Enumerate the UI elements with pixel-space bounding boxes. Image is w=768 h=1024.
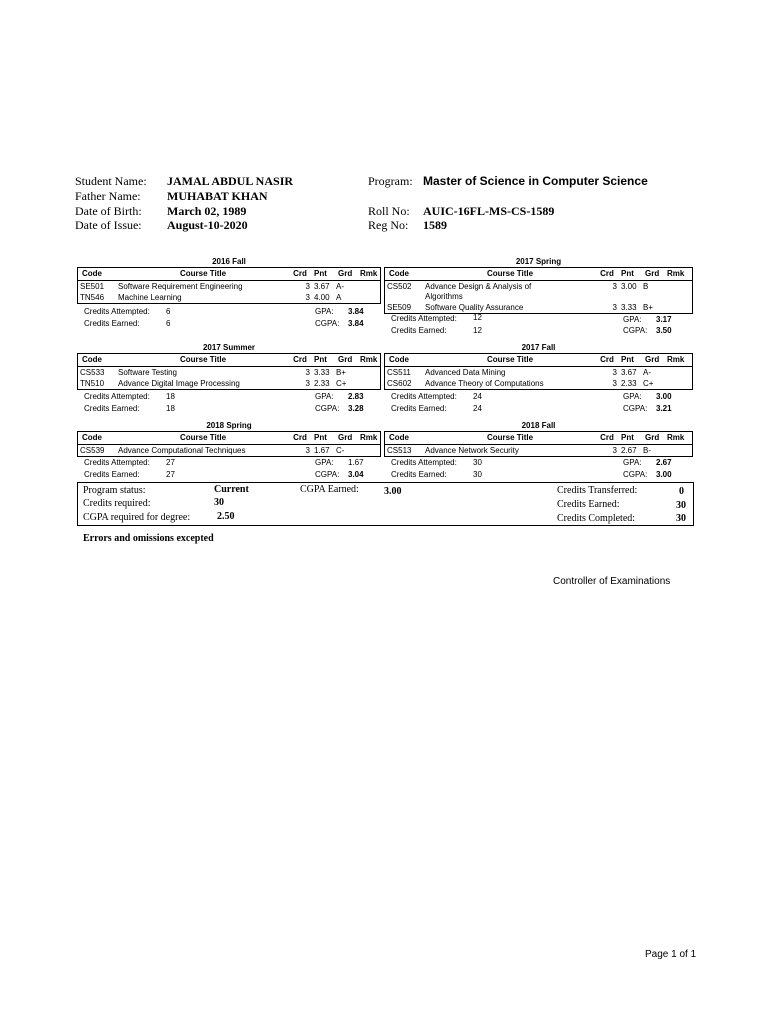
course-title: Advance Computational Techniques bbox=[118, 446, 246, 455]
course-credits: 3 bbox=[305, 293, 310, 302]
semester-summary bbox=[384, 392, 693, 416]
table-row bbox=[78, 367, 380, 378]
program-status-value: Current bbox=[214, 484, 249, 495]
col-code: Code bbox=[82, 355, 102, 364]
col-grd: Grd bbox=[645, 355, 660, 364]
cgpa-label: CGPA: bbox=[315, 470, 340, 479]
col-pnt: Pnt bbox=[621, 433, 634, 442]
course-code: TN546 bbox=[80, 293, 105, 302]
cgpa-label: CGPA: bbox=[623, 326, 648, 335]
course-table bbox=[77, 431, 381, 457]
col-title: Course Title bbox=[179, 269, 227, 278]
gpa-label: GPA: bbox=[623, 315, 642, 324]
semester-2016-fall bbox=[77, 257, 381, 332]
attempted-label: Credits Attempted: bbox=[391, 314, 457, 323]
semester-summary bbox=[77, 307, 381, 331]
semester-2017-summer bbox=[77, 343, 381, 418]
semester-title: 2017 Fall bbox=[521, 343, 556, 352]
earned-label: Credits Earned: bbox=[84, 470, 140, 479]
credits-earned: 18 bbox=[166, 404, 175, 413]
col-rmk: Rmk bbox=[360, 433, 378, 442]
col-crd: Crd bbox=[293, 433, 307, 442]
credits-earned: 27 bbox=[166, 470, 175, 479]
semester-summary bbox=[384, 314, 693, 338]
credits-required-value: 30 bbox=[214, 497, 224, 508]
col-rmk: Rmk bbox=[360, 355, 378, 364]
student-name-label: Student Name: bbox=[75, 174, 147, 188]
cgpa-earned-value: 3.00 bbox=[384, 486, 402, 497]
semester-title: 2018 Spring bbox=[206, 421, 252, 430]
gpa-label: GPA: bbox=[315, 458, 334, 467]
course-points: 3.67 bbox=[621, 368, 637, 377]
gpa-value: 3.00 bbox=[656, 392, 672, 401]
table-row bbox=[78, 292, 380, 303]
col-grd: Grd bbox=[645, 269, 660, 278]
credits-completed-value: 30 bbox=[676, 513, 686, 524]
course-title: Advance Network Security bbox=[425, 446, 519, 455]
course-credits: 3 bbox=[305, 379, 310, 388]
course-title: Software Quality Assurance bbox=[425, 303, 524, 312]
course-title: Advanced Data Mining bbox=[425, 368, 506, 377]
cgpa-value: 3.00 bbox=[656, 470, 672, 479]
credits-earned: 30 bbox=[473, 470, 482, 479]
attempted-label: Credits Attempted: bbox=[391, 392, 457, 401]
course-points: 3.33 bbox=[621, 303, 637, 312]
col-crd: Crd bbox=[600, 269, 614, 278]
col-pnt: Pnt bbox=[314, 269, 327, 278]
course-points: 2.33 bbox=[621, 379, 637, 388]
semester-2017-fall bbox=[384, 343, 693, 418]
cgpa-value: 3.21 bbox=[656, 404, 672, 413]
col-crd: Crd bbox=[600, 355, 614, 364]
course-grade: A bbox=[336, 293, 342, 302]
reg-number: 1589 bbox=[423, 218, 447, 232]
earned-label: Credits Earned: bbox=[391, 404, 447, 413]
course-title: Software Requirement Engineering bbox=[118, 282, 243, 291]
course-grade: C- bbox=[336, 446, 345, 455]
gpa-label: GPA: bbox=[623, 458, 642, 467]
gpa-value: 2.83 bbox=[348, 392, 364, 401]
col-grd: Grd bbox=[645, 433, 660, 442]
table-row bbox=[385, 378, 692, 389]
attempted-label: Credits Attempted: bbox=[84, 392, 150, 401]
reg-label: Reg No: bbox=[368, 218, 409, 232]
course-grade: B+ bbox=[643, 303, 654, 312]
cgpa-value: 3.04 bbox=[348, 470, 364, 479]
course-credits: 3 bbox=[612, 368, 617, 377]
course-table bbox=[77, 267, 381, 304]
program-status-label: Program status: bbox=[83, 485, 146, 496]
credits-attempted: 18 bbox=[166, 392, 175, 401]
course-table bbox=[77, 353, 381, 390]
cgpa-value: 3.84 bbox=[348, 319, 364, 328]
credits-completed-label: Credits Completed: bbox=[557, 513, 636, 524]
dob-label: Date of Birth: bbox=[75, 204, 142, 218]
page-number: Page 1 of 1 bbox=[645, 949, 697, 960]
table-header-row bbox=[385, 268, 692, 281]
course-grade: C+ bbox=[336, 379, 347, 388]
course-credits: 3 bbox=[612, 282, 617, 291]
semester-2018-spring bbox=[77, 421, 381, 481]
program-name: Master of Science in Computer Science bbox=[423, 174, 648, 188]
earned-label: Credits Earned: bbox=[84, 319, 140, 328]
table-header-row bbox=[78, 354, 380, 367]
col-code: Code bbox=[389, 433, 409, 442]
gpa-value: 3.17 bbox=[656, 315, 672, 324]
course-grade: B+ bbox=[336, 368, 347, 377]
gpa-value: 3.84 bbox=[348, 307, 364, 316]
credits-earned: 12 bbox=[473, 326, 482, 335]
errors-note: Errors and omissions excepted bbox=[83, 533, 214, 544]
table-row bbox=[78, 445, 380, 456]
dob: March 02, 1989 bbox=[167, 204, 247, 218]
course-credits: 3 bbox=[305, 446, 310, 455]
col-pnt: Pnt bbox=[621, 355, 634, 364]
table-row bbox=[385, 281, 692, 302]
col-code: Code bbox=[389, 269, 409, 278]
cgpa-label: CGPA: bbox=[623, 404, 648, 413]
course-credits: 3 bbox=[612, 303, 617, 312]
cgpa-required-label: CGPA required for degree: bbox=[83, 512, 191, 523]
col-grd: Grd bbox=[338, 433, 353, 442]
credits-attempted: 30 bbox=[473, 458, 482, 467]
course-table bbox=[384, 353, 693, 390]
col-code: Code bbox=[389, 355, 409, 364]
credits-earned: 24 bbox=[473, 404, 482, 413]
col-grd: Grd bbox=[338, 355, 353, 364]
course-code: CS533 bbox=[80, 368, 105, 377]
table-row bbox=[385, 445, 692, 456]
col-rmk: Rmk bbox=[667, 269, 685, 278]
course-credits: 3 bbox=[305, 282, 310, 291]
course-credits: 3 bbox=[612, 379, 617, 388]
col-code: Code bbox=[82, 269, 102, 278]
course-title: Advance Theory of Computations bbox=[425, 379, 544, 388]
semester-2017-spring bbox=[384, 257, 693, 337]
attempted-label: Credits Attempted: bbox=[391, 458, 457, 467]
student-name: JAMAL ABDUL NASIR bbox=[167, 174, 294, 188]
semester-title: 2017 Summer bbox=[202, 343, 256, 352]
semester-summary bbox=[77, 392, 381, 416]
table-header-row bbox=[385, 432, 692, 445]
program-label: Program: bbox=[368, 174, 413, 188]
credits-transferred-value: 0 bbox=[679, 486, 684, 497]
issue-label: Date of Issue: bbox=[75, 218, 142, 232]
col-pnt: Pnt bbox=[621, 269, 634, 278]
gpa-label: GPA: bbox=[623, 392, 642, 401]
course-code: TN510 bbox=[80, 379, 105, 388]
col-title: Course Title bbox=[179, 355, 227, 364]
course-code: CS502 bbox=[387, 282, 412, 291]
credits-earned: 6 bbox=[166, 319, 171, 328]
gpa-label: GPA: bbox=[315, 392, 334, 401]
credits-attempted: 27 bbox=[166, 458, 175, 467]
course-code: SE501 bbox=[80, 282, 105, 291]
cgpa-label: CGPA: bbox=[315, 319, 340, 328]
controller-signature-label: Controller of Examinations bbox=[553, 576, 671, 587]
course-grade: C+ bbox=[643, 379, 654, 388]
credits-attempted: 6 bbox=[166, 307, 171, 316]
attempted-label: Credits Attempted: bbox=[84, 307, 150, 316]
earned-label: Credits Earned: bbox=[391, 326, 447, 335]
gpa-value: 1.67 bbox=[348, 458, 364, 467]
roll-number: AUIC-16FL-MS-CS-1589 bbox=[423, 204, 555, 218]
father-name-label: Father Name: bbox=[75, 189, 141, 203]
col-crd: Crd bbox=[293, 355, 307, 364]
course-points: 3.67 bbox=[314, 282, 330, 291]
father-name: MUHABAT KHAN bbox=[167, 189, 268, 203]
course-title: Advance Digital Image Processing bbox=[118, 379, 240, 388]
course-code: CS513 bbox=[387, 446, 412, 455]
col-title: Course Title bbox=[486, 433, 534, 442]
table-row bbox=[78, 378, 380, 389]
course-points: 3.33 bbox=[314, 368, 330, 377]
table-row bbox=[385, 302, 692, 313]
course-code: CS511 bbox=[387, 368, 411, 377]
course-points: 1.67 bbox=[314, 446, 330, 455]
table-row bbox=[385, 367, 692, 378]
col-crd: Crd bbox=[293, 269, 307, 278]
col-title: Course Title bbox=[486, 355, 534, 364]
course-title: Software Testing bbox=[118, 368, 177, 377]
col-pnt: Pnt bbox=[314, 355, 327, 364]
course-table bbox=[384, 267, 693, 314]
earned-label: Credits Earned: bbox=[391, 470, 447, 479]
course-grade: A- bbox=[336, 282, 344, 291]
gpa-label: GPA: bbox=[315, 307, 334, 316]
gpa-value: 2.67 bbox=[656, 458, 672, 467]
program-status-box bbox=[77, 482, 694, 526]
col-rmk: Rmk bbox=[667, 355, 685, 364]
credits-transferred-label: Credits Transferred: bbox=[557, 485, 638, 496]
course-grade: B bbox=[643, 282, 649, 291]
course-points: 2.67 bbox=[621, 446, 637, 455]
credits-required-label: Credits required: bbox=[83, 498, 151, 509]
semester-summary bbox=[77, 458, 381, 482]
cgpa-label: CGPA: bbox=[315, 404, 340, 413]
table-header-row bbox=[78, 268, 380, 281]
cgpa-required-value: 2.50 bbox=[217, 511, 235, 522]
col-grd: Grd bbox=[338, 269, 353, 278]
course-points: 2.33 bbox=[314, 379, 330, 388]
cgpa-value: 3.28 bbox=[348, 404, 364, 413]
credits-attempted: 24 bbox=[473, 392, 482, 401]
semester-summary bbox=[384, 458, 693, 482]
table-header-row bbox=[385, 354, 692, 367]
credits-earned-value: 30 bbox=[676, 500, 686, 511]
issue-date: August-10-2020 bbox=[167, 218, 248, 232]
course-grade: A- bbox=[643, 368, 651, 377]
col-rmk: Rmk bbox=[360, 269, 378, 278]
earned-label: Credits Earned: bbox=[84, 404, 140, 413]
col-pnt: Pnt bbox=[314, 433, 327, 442]
course-credits: 3 bbox=[612, 446, 617, 455]
table-header-row bbox=[78, 432, 380, 445]
credits-attempted: 12 bbox=[473, 313, 482, 322]
roll-label: Roll No: bbox=[368, 204, 410, 218]
course-credits: 3 bbox=[305, 368, 310, 377]
attempted-label: Credits Attempted: bbox=[84, 458, 150, 467]
course-code: CS539 bbox=[80, 446, 105, 455]
course-code: CS602 bbox=[387, 379, 412, 388]
semester-title: 2018 Fall bbox=[521, 421, 556, 430]
course-title: Machine Learning bbox=[118, 293, 182, 302]
course-points: 3.00 bbox=[621, 282, 637, 291]
cgpa-earned-label: CGPA Earned: bbox=[300, 484, 359, 495]
col-code: Code bbox=[82, 433, 102, 442]
credits-earned-label: Credits Earned: bbox=[557, 499, 620, 510]
semester-2018-fall bbox=[384, 421, 693, 481]
semester-title: 2017 Spring bbox=[515, 257, 562, 266]
table-row bbox=[78, 281, 380, 292]
cgpa-value: 3.50 bbox=[656, 326, 672, 335]
course-table bbox=[384, 431, 693, 457]
course-points: 4.00 bbox=[314, 293, 330, 302]
course-code: SE509 bbox=[387, 303, 412, 312]
course-title: Advance Design & Analysis of Algorithms bbox=[425, 282, 532, 301]
cgpa-label: CGPA: bbox=[623, 470, 648, 479]
col-title: Course Title bbox=[179, 433, 227, 442]
col-crd: Crd bbox=[600, 433, 614, 442]
col-title: Course Title bbox=[486, 269, 534, 278]
course-grade: B- bbox=[643, 446, 651, 455]
col-rmk: Rmk bbox=[667, 433, 685, 442]
semester-title: 2016 Fall bbox=[212, 257, 246, 266]
